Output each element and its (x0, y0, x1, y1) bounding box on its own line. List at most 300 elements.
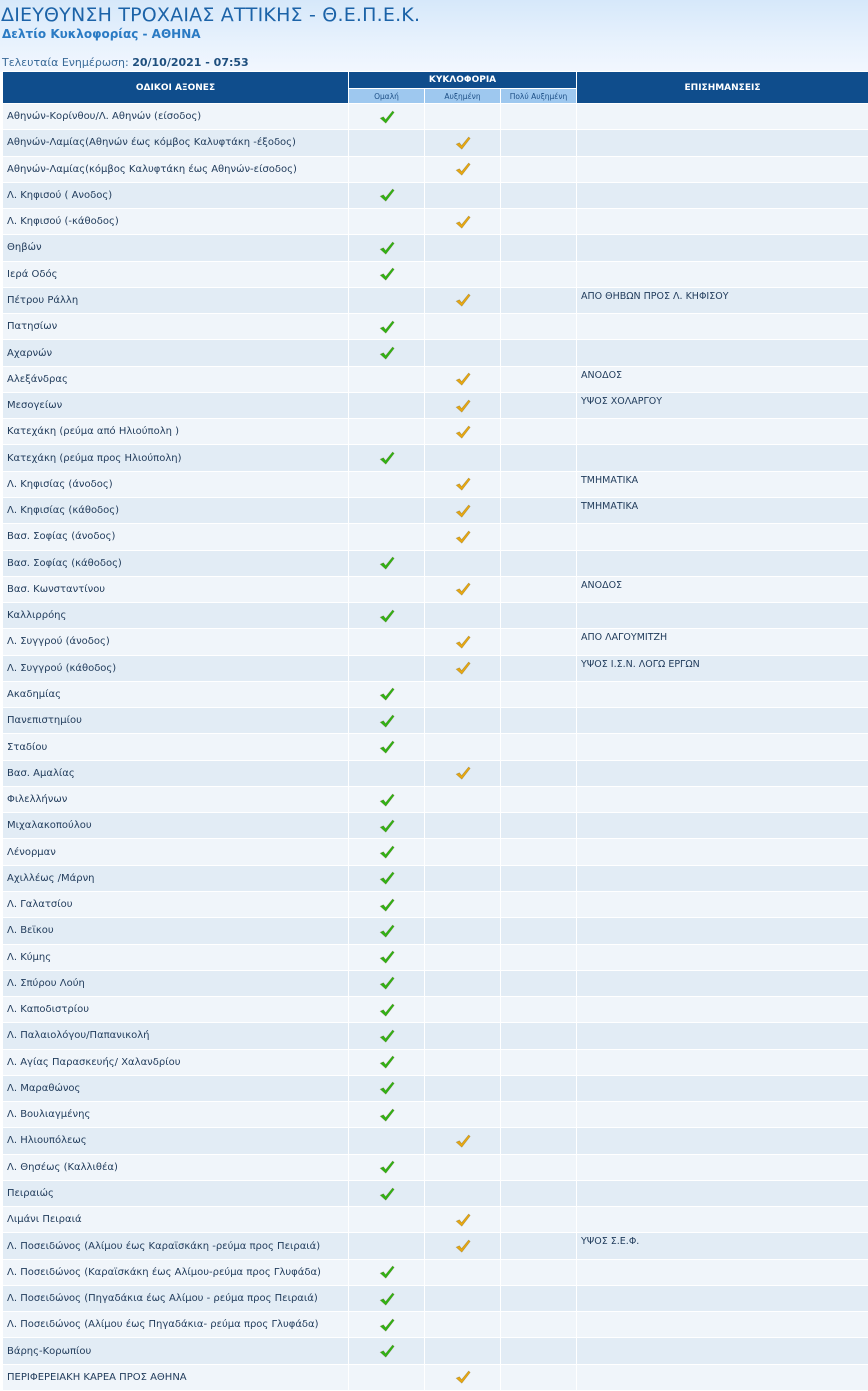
status-very-increased-cell (501, 891, 577, 917)
check-icon (379, 1265, 395, 1279)
road-name: Λ. Θησέως (Καλλιθέα) (3, 1154, 349, 1180)
road-name: Λ. Κύμης (3, 944, 349, 970)
status-very-increased-cell (501, 445, 577, 471)
road-note (577, 944, 868, 970)
status-very-increased-cell (501, 813, 577, 839)
status-normal-cell (349, 130, 425, 156)
road-name: Πανεπιστημίου (3, 708, 349, 734)
table-row (3, 314, 868, 340)
road-name: Βασ. Σοφίας (άνοδος) (3, 524, 349, 550)
check-icon (379, 687, 395, 701)
road-name: Λ. Αγίας Παρασκευής/ Χαλανδρίου (3, 1049, 349, 1075)
road-name: Καλλιρρόης (3, 603, 349, 629)
status-increased-cell (425, 603, 501, 629)
table-row (3, 629, 868, 655)
check-icon (379, 346, 395, 360)
check-icon (455, 215, 471, 229)
road-note (577, 419, 868, 445)
road-note: ΤΜΗΜΑΤΙΚΑ (577, 497, 868, 523)
status-very-increased-cell (501, 603, 577, 629)
status-very-increased-cell (501, 708, 577, 734)
status-very-increased-cell (501, 734, 577, 760)
road-name: Ακαδημίας (3, 681, 349, 707)
status-very-increased-cell (501, 944, 577, 970)
status-increased-cell (425, 471, 501, 497)
road-name: Φιλελλήνων (3, 786, 349, 812)
status-normal-cell (349, 839, 425, 865)
road-note (577, 1312, 868, 1338)
check-icon (455, 293, 471, 307)
header-traffic: ΚΥΚΛΟΦΟΡΙΑ (349, 72, 577, 89)
check-icon (455, 425, 471, 439)
status-very-increased-cell (501, 1285, 577, 1311)
status-normal-cell (349, 865, 425, 891)
status-very-increased-cell (501, 1338, 577, 1364)
header-increased: Αυξημένη (425, 89, 501, 104)
road-note (577, 1075, 868, 1101)
check-icon (379, 188, 395, 202)
status-normal-cell (349, 760, 425, 786)
status-increased-cell (425, 261, 501, 287)
road-name: Λένορμαν (3, 839, 349, 865)
road-name: Λ. Καποδιστρίου (3, 997, 349, 1023)
road-name: Λιμάνι Πειραιά (3, 1207, 349, 1233)
table-row (3, 1102, 868, 1128)
status-increased-cell (425, 156, 501, 182)
table-row (3, 786, 868, 812)
status-normal-cell (349, 235, 425, 261)
table-row (3, 655, 868, 681)
status-increased-cell (425, 734, 501, 760)
road-note (577, 734, 868, 760)
table-row (3, 261, 868, 287)
check-icon (379, 1003, 395, 1017)
status-normal-cell (349, 471, 425, 497)
check-icon (379, 1029, 395, 1043)
check-icon (379, 1055, 395, 1069)
status-normal-cell (349, 1233, 425, 1259)
header-normal: Ομαλή (349, 89, 425, 104)
table-row (3, 734, 868, 760)
status-normal-cell (349, 1023, 425, 1049)
road-note (577, 209, 868, 235)
check-icon (379, 1187, 395, 1201)
road-note (577, 1049, 868, 1075)
road-name: Λ. Γαλατσίου (3, 891, 349, 917)
status-very-increased-cell (501, 182, 577, 208)
check-icon (379, 1108, 395, 1122)
status-normal-cell (349, 156, 425, 182)
table-row (3, 340, 868, 366)
status-normal-cell (349, 1312, 425, 1338)
status-normal-cell (349, 366, 425, 392)
status-very-increased-cell (501, 1102, 577, 1128)
check-icon (379, 320, 395, 334)
status-normal-cell (349, 1207, 425, 1233)
status-normal-cell (349, 681, 425, 707)
road-name: Λ. Ποσειδώνος (Αλίμου έως Καραϊσκάκη -ρεύμα προς Πειραιά) (3, 1233, 349, 1259)
road-note (577, 340, 868, 366)
road-name: Λ. Βουλιαγμένης (3, 1102, 349, 1128)
status-increased-cell (425, 497, 501, 523)
status-normal-cell (349, 603, 425, 629)
check-icon (379, 1081, 395, 1095)
check-icon (379, 1160, 395, 1174)
status-increased-cell (425, 104, 501, 130)
status-increased-cell (425, 1364, 501, 1390)
status-normal-cell (349, 497, 425, 523)
table-row (3, 839, 868, 865)
check-icon (455, 136, 471, 150)
table-row (3, 471, 868, 497)
table-row (3, 1075, 868, 1101)
status-very-increased-cell (501, 839, 577, 865)
table-row (3, 182, 868, 208)
status-normal-cell (349, 970, 425, 996)
road-name: Αθηνών-Λαμίας(Αθηνών έως κόμβος Καλυφτάκη -έξοδος) (3, 130, 349, 156)
status-increased-cell (425, 576, 501, 602)
status-very-increased-cell (501, 366, 577, 392)
check-icon (455, 372, 471, 386)
road-note (577, 708, 868, 734)
road-name: Πατησίων (3, 314, 349, 340)
road-name: Βάρης-Κορωπίου (3, 1338, 349, 1364)
status-normal-cell (349, 1259, 425, 1285)
table-row (3, 813, 868, 839)
status-very-increased-cell (501, 997, 577, 1023)
check-icon (455, 162, 471, 176)
road-note (577, 813, 868, 839)
road-name: Βασ. Αμαλίας (3, 760, 349, 786)
road-note (577, 786, 868, 812)
status-normal-cell (349, 445, 425, 471)
status-increased-cell (425, 997, 501, 1023)
status-very-increased-cell (501, 576, 577, 602)
check-icon (455, 1239, 471, 1253)
table-row (3, 576, 868, 602)
status-normal-cell (349, 1128, 425, 1154)
table-row (3, 524, 868, 550)
status-normal-cell (349, 550, 425, 576)
status-very-increased-cell (501, 1049, 577, 1075)
table-row (3, 681, 868, 707)
road-note (577, 130, 868, 156)
road-name: Αχιλλέως /Μάρνη (3, 865, 349, 891)
road-note (577, 1102, 868, 1128)
check-icon (455, 399, 471, 413)
road-note (577, 1128, 868, 1154)
status-very-increased-cell (501, 1364, 577, 1390)
road-name: Λ. Παλαιολόγου/Παπανικολή (3, 1023, 349, 1049)
road-name: Πειραιώς (3, 1180, 349, 1206)
status-normal-cell (349, 392, 425, 418)
check-icon (455, 1213, 471, 1227)
status-increased-cell (425, 1023, 501, 1049)
status-very-increased-cell (501, 1154, 577, 1180)
table-row (3, 419, 868, 445)
status-increased-cell (425, 813, 501, 839)
table-row (3, 1207, 868, 1233)
road-name: Αχαρνών (3, 340, 349, 366)
road-note (577, 1023, 868, 1049)
page-subtitle: Δελτίο Κυκλοφορίας - ΑΘΗΝΑ (2, 27, 201, 41)
road-note (577, 1285, 868, 1311)
header-very-increased: Πολύ Αυξημένη (501, 89, 577, 104)
status-very-increased-cell (501, 471, 577, 497)
check-icon (379, 451, 395, 465)
road-name: Λ. Κηφισού ( Ανοδος) (3, 182, 349, 208)
status-normal-cell (349, 524, 425, 550)
road-name: ΠΕΡΙΦΕΡΕΙΑΚΗ ΚΑΡΕΑ ΠΡΟΣ ΑΘΗΝΑ (3, 1364, 349, 1390)
status-normal-cell (349, 261, 425, 287)
status-increased-cell (425, 760, 501, 786)
status-normal-cell (349, 918, 425, 944)
check-icon (379, 556, 395, 570)
road-name: Μιχαλακοπούλου (3, 813, 349, 839)
road-note: ΑΝΟΔΟΣ (577, 576, 868, 602)
table-row (3, 944, 868, 970)
status-very-increased-cell (501, 287, 577, 313)
table-row (3, 1285, 868, 1311)
table-row (3, 392, 868, 418)
road-note (577, 104, 868, 130)
page-header (0, 0, 868, 72)
table-row (3, 1312, 868, 1338)
road-name: Αλεξάνδρας (3, 366, 349, 392)
traffic-rows (3, 104, 868, 1391)
status-normal-cell (349, 1180, 425, 1206)
road-note (577, 839, 868, 865)
road-note (577, 681, 868, 707)
status-very-increased-cell (501, 314, 577, 340)
road-name: Λ. Ποσειδώνος (Αλίμου έως Πηγαδάκια- ρεύμα προς Γλυφάδα) (3, 1312, 349, 1338)
status-normal-cell (349, 1285, 425, 1311)
road-note (577, 182, 868, 208)
status-normal-cell (349, 340, 425, 366)
table-row (3, 1233, 868, 1259)
status-increased-cell (425, 655, 501, 681)
status-very-increased-cell (501, 419, 577, 445)
status-increased-cell (425, 287, 501, 313)
road-note (577, 1338, 868, 1364)
road-note (577, 891, 868, 917)
table-row (3, 1128, 868, 1154)
check-icon (455, 582, 471, 596)
road-name: Λ. Συγγρού (κάθοδος) (3, 655, 349, 681)
road-note (577, 261, 868, 287)
check-icon (379, 819, 395, 833)
status-very-increased-cell (501, 918, 577, 944)
road-name: Αθηνών-Κορίνθου/Λ. Αθηνών (είσοδος) (3, 104, 349, 130)
table-row (3, 366, 868, 392)
check-icon (455, 504, 471, 518)
status-very-increased-cell (501, 1259, 577, 1285)
status-normal-cell (349, 813, 425, 839)
road-note: ΤΜΗΜΑΤΙΚΑ (577, 471, 868, 497)
road-note (577, 918, 868, 944)
status-increased-cell (425, 1338, 501, 1364)
road-name: Μεσογείων (3, 392, 349, 418)
road-note (577, 314, 868, 340)
status-very-increased-cell (501, 655, 577, 681)
table-row (3, 287, 868, 313)
road-note (577, 1154, 868, 1180)
road-note (577, 524, 868, 550)
table-row (3, 918, 868, 944)
status-increased-cell (425, 786, 501, 812)
status-very-increased-cell (501, 786, 577, 812)
status-normal-cell (349, 287, 425, 313)
road-note: ΑΠΟ ΛΑΓΟΥΜΙΤΖΗ (577, 629, 868, 655)
header-notes: ΕΠΙΣΗΜΑΝΣΕΙΣ (577, 72, 868, 104)
road-note: ΥΨΟΣ Ι.Σ.Ν. ΛΟΓΩ ΕΡΓΩΝ (577, 655, 868, 681)
status-very-increased-cell (501, 1128, 577, 1154)
table-row (3, 970, 868, 996)
status-normal-cell (349, 1049, 425, 1075)
check-icon (455, 530, 471, 544)
table-row (3, 1364, 868, 1390)
check-icon (455, 635, 471, 649)
status-increased-cell (425, 865, 501, 891)
status-very-increased-cell (501, 681, 577, 707)
check-icon (379, 976, 395, 990)
status-increased-cell (425, 1207, 501, 1233)
road-name: Κατεχάκη (ρεύμα προς Ηλιούπολη) (3, 445, 349, 471)
status-normal-cell (349, 104, 425, 130)
traffic-table (2, 71, 868, 1391)
road-note (577, 997, 868, 1023)
status-very-increased-cell (501, 340, 577, 366)
road-note (577, 1364, 868, 1390)
table-row (3, 865, 868, 891)
status-normal-cell (349, 419, 425, 445)
road-note (577, 603, 868, 629)
status-increased-cell (425, 340, 501, 366)
status-normal-cell (349, 786, 425, 812)
table-row (3, 104, 868, 130)
table-row (3, 497, 868, 523)
status-increased-cell (425, 629, 501, 655)
road-note (577, 1207, 868, 1233)
status-increased-cell (425, 970, 501, 996)
road-note (577, 865, 868, 891)
status-increased-cell (425, 1154, 501, 1180)
status-normal-cell (349, 997, 425, 1023)
status-very-increased-cell (501, 865, 577, 891)
status-very-increased-cell (501, 235, 577, 261)
road-name: Πέτρου Ράλλη (3, 287, 349, 313)
road-note (577, 156, 868, 182)
status-increased-cell (425, 209, 501, 235)
status-very-increased-cell (501, 1180, 577, 1206)
last-update-value: 20/10/2021 - 07:53 (132, 56, 249, 69)
table-row (3, 1259, 868, 1285)
status-increased-cell (425, 1312, 501, 1338)
road-name: Λ. Κηφισίας (άνοδος) (3, 471, 349, 497)
status-increased-cell (425, 1285, 501, 1311)
table-row (3, 760, 868, 786)
status-increased-cell (425, 1075, 501, 1101)
check-icon (379, 924, 395, 938)
status-increased-cell (425, 681, 501, 707)
road-name: Λ. Κηφισίας (κάθοδος) (3, 497, 349, 523)
check-icon (379, 1344, 395, 1358)
status-very-increased-cell (501, 1023, 577, 1049)
status-increased-cell (425, 235, 501, 261)
table-row (3, 209, 868, 235)
status-very-increased-cell (501, 970, 577, 996)
table-row (3, 891, 868, 917)
road-note (577, 235, 868, 261)
status-very-increased-cell (501, 497, 577, 523)
status-very-increased-cell (501, 1207, 577, 1233)
status-increased-cell (425, 182, 501, 208)
status-normal-cell (349, 314, 425, 340)
check-icon (455, 766, 471, 780)
road-name: Βασ. Κωνσταντίνου (3, 576, 349, 602)
check-icon (379, 871, 395, 885)
road-name: Λ. Ηλιουπόλεως (3, 1128, 349, 1154)
check-icon (379, 1292, 395, 1306)
table-row (3, 1154, 868, 1180)
status-increased-cell (425, 130, 501, 156)
check-icon (379, 1318, 395, 1332)
road-name: Σταδίου (3, 734, 349, 760)
status-normal-cell (349, 944, 425, 970)
status-normal-cell (349, 655, 425, 681)
page-title: ΔΙΕΥΘΥΝΣΗ ΤΡΟΧΑΙΑΣ ΑΤΤΙΚΗΣ - Θ.Ε.Π.Ε.Κ. (1, 4, 420, 26)
last-update (2, 56, 249, 69)
check-icon (379, 898, 395, 912)
check-icon (455, 661, 471, 675)
check-icon (379, 110, 395, 124)
check-icon (379, 267, 395, 281)
last-update-label: Τελευταία Ενημέρωση: (2, 56, 129, 69)
table-row (3, 1338, 868, 1364)
status-increased-cell (425, 445, 501, 471)
table-row (3, 156, 868, 182)
status-increased-cell (425, 1049, 501, 1075)
road-note: ΥΨΟΣ ΧΟΛΑΡΓΟΥ (577, 392, 868, 418)
table-row (3, 130, 868, 156)
status-normal-cell (349, 629, 425, 655)
table-row (3, 445, 868, 471)
status-very-increased-cell (501, 550, 577, 576)
check-icon (379, 241, 395, 255)
status-normal-cell (349, 576, 425, 602)
road-name: Ιερά Οδός (3, 261, 349, 287)
status-normal-cell (349, 1075, 425, 1101)
road-note (577, 445, 868, 471)
status-normal-cell (349, 708, 425, 734)
road-name: Βασ. Σοφίας (κάθοδος) (3, 550, 349, 576)
check-icon (379, 609, 395, 623)
road-name: Λ. Ποσειδώνος (Πηγαδάκια έως Αλίμου - ρεύμα προς Πειραιά) (3, 1285, 349, 1311)
check-icon (455, 477, 471, 491)
road-name: Αθηνών-Λαμίας(κόμβος Καλυφτάκη έως Αθηνών-είσοδος) (3, 156, 349, 182)
status-increased-cell (425, 314, 501, 340)
status-increased-cell (425, 708, 501, 734)
road-note (577, 550, 868, 576)
road-name: Λ. Σπύρου Λούη (3, 970, 349, 996)
status-increased-cell (425, 891, 501, 917)
status-very-increased-cell (501, 261, 577, 287)
status-very-increased-cell (501, 209, 577, 235)
status-normal-cell (349, 1102, 425, 1128)
road-note (577, 1259, 868, 1285)
road-name: Θηβών (3, 235, 349, 261)
check-icon (379, 845, 395, 859)
